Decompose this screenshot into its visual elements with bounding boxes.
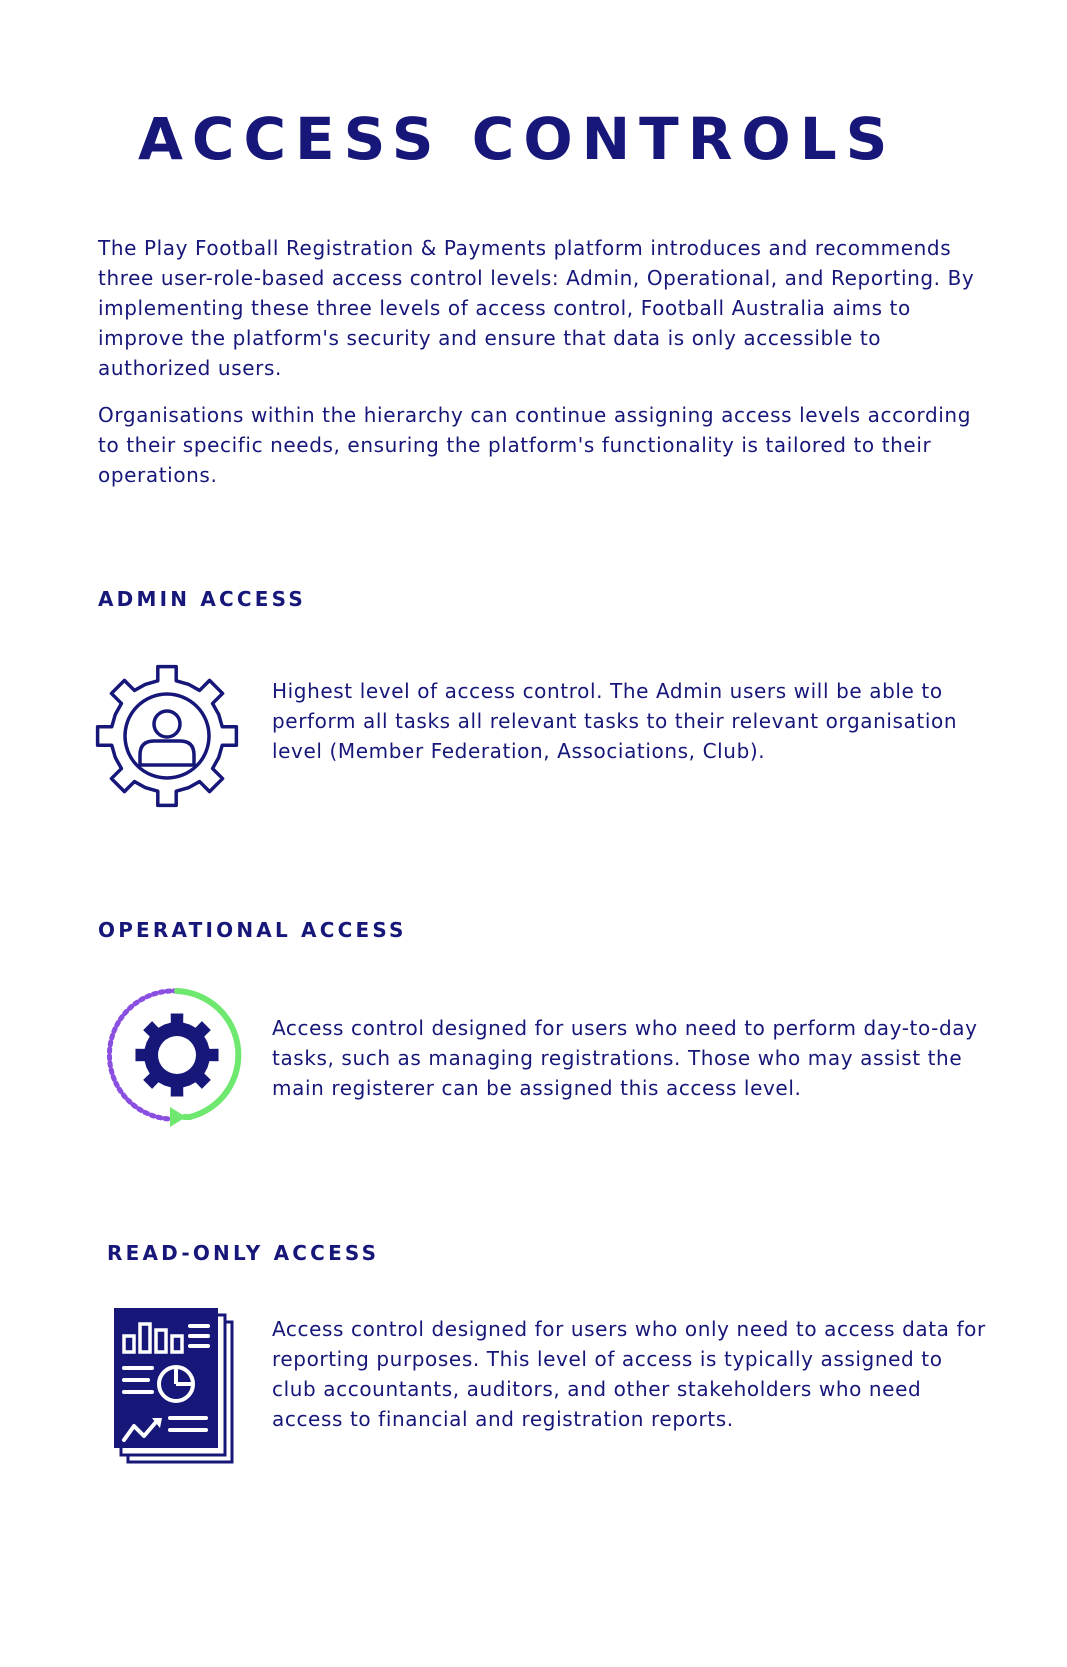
hierarchy-paragraph: Organisations within the hierarchy can continue assigning access levels according to their specific needs, ensuring the platform's functionality is tailored to their operations. [98, 403, 972, 487]
gear-cycle-icon [102, 983, 242, 1133]
report-document-icon [112, 1306, 236, 1466]
admin-access-heading: ADMIN ACCESS [98, 587, 306, 611]
operational-access-description: Access control designed for users who need to perform day-to-day tasks, such as managing registrations. Those who may assist the main registerer can be assigned this access level. [272, 1016, 978, 1100]
gear-user-icon [92, 661, 242, 811]
read-only-access-description: Access control designed for users who only need to access data for reporting purposes. This level of access is typically assigned to club accountants, auditors, and other stakeholders who need access to financial and registration reports. [272, 1317, 986, 1431]
page-title: ACCESS CONTROLS [138, 105, 897, 173]
intro-paragraph: The Play Football Registration & Payments platform introduces and recommends three user-role-based access control levels: Admin, Operational, and Reporting. By implementing these three levels of access control, Football Australia aims to improve the platform's security and ensure that data is only accessible to authorized users. [98, 236, 975, 380]
read-only-access-heading: READ-ONLY ACCESS [107, 1241, 380, 1265]
admin-access-description: Highest level of access control. The Admin users will be able to perform all tasks all relevant tasks to their relevant organisation level (Member Federation, Associations, Club). [272, 679, 958, 763]
operational-access-heading: OPERATIONAL ACCESS [98, 918, 407, 942]
